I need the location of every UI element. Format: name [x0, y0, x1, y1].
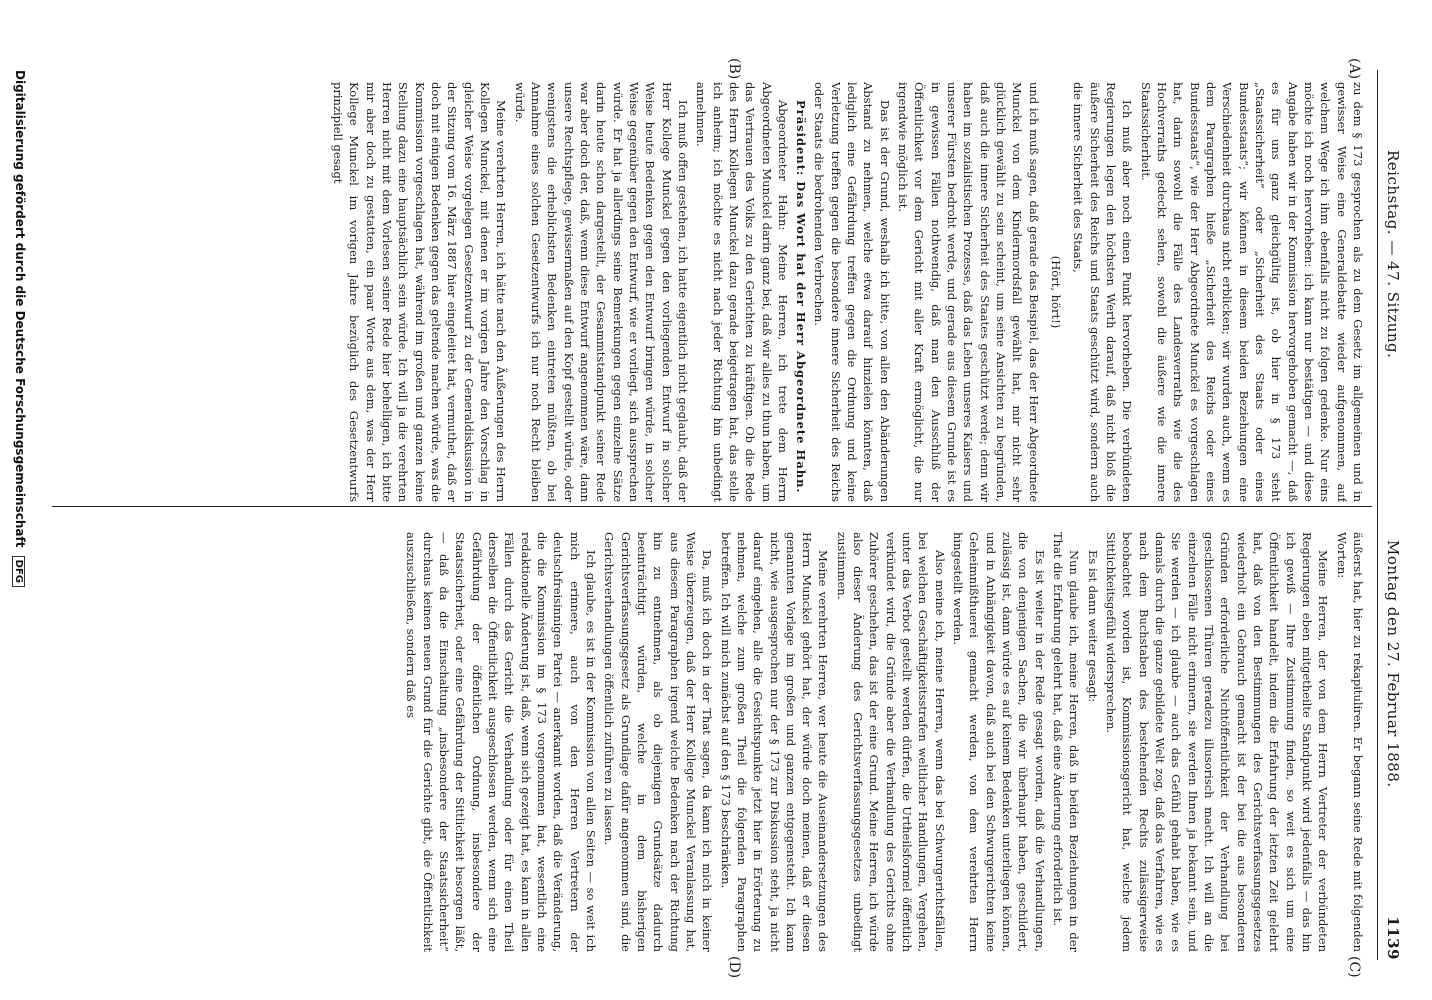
paragraph: äußerst hat, hier zu rekapituliren. Er begann seine Rede mit folgenden Worten:: [1334, 532, 1365, 952]
paragraph: Das ist der Grund, weshalb ich bitte, von allen den Abänderungen Abstand zu nehmen, welche etwa darauf hinzielen könnten, daß lediglich eine Gefährdung treffen gegen die Ordnung und keine Verletzung treffen gegen die besondere innere Sicherheit des Reichs oder Staats die bedrohenden Verbrechen.: [812, 82, 892, 502]
session-date: Montag den 27. Februar 1888.: [1384, 540, 1402, 788]
paragraph: Ich glaube, es ist in der Kommission von allen Seiten — so weit ich mich erinnere, auch von den Herren Vertretern der deutschfreisinnigen Partei — anerkannt worden, daß die Veränderung, die die Kommission im § 173 vorgenommen hat, wesentlich eine redaktionelle Änderung ist, daß, wenn sich gezeigt hat, es kann in allen Fällen durch das Gericht die Verhandlung oder für einen Theil derselben die Öffentlichkeit ausgeschlossen werden, wenn sich eine Gefährdung der öffentlichen Ordnung, insbesondere der Staatssicherheit, oder eine Gefährdung der Sittlichkeit besorgen läßt, — daß da die Einschaltung „insbesondere der Staatssicherheit“ durchaus keinen neuen Grund für die Gerichte gibt, die Öffentlichkeit auszuschließen, sondern daß es: [404, 532, 598, 952]
page-number: 1139: [1384, 916, 1402, 960]
credit-text: Digitalisierung gefördert durch die Deutsche Forschungsgemeinschaft: [13, 70, 27, 548]
text-column-1: [56, 82, 1366, 502]
paragraph: zu dem § 173 gesprochen als zu dem Gesetz im allgemeinen und in gewisser Weise eine Generaldebatte wieder aufgenommen, auf welchem Wege ich ihm ebenfalls nicht zu folgen gedenke. Nur eins möchte ich noch hervorheben: ich kann nur bestätigen — und diese Angabe haben wir in der Kommission hervorgehoben gemacht —, daß es für uns ganz gleichgültig ist, ob hier in § 173 steht „Staatssicherheit“ oder „Sicherheit des Staats oder eines Bundesstaats“; wir können in diesem beiden Beziehungen eine Verschiedenheit durchaus nicht erblicken; wir wurden auch, wenn es dem Paragraphen hieße „Sicherheit des Reichs oder eines Bundesstaats“, wie der Herr Abgeordnete Munckel es vorgeschlagen hat, darin sowohl die Fälle des Landesverraths wie die des Hochverraths gedeckt sehen, sowohl die äußere wie die innere Staatssicherheit.: [1138, 82, 1365, 502]
text-column-2: [56, 532, 1366, 952]
paragraph: Abgeordneter Hahn: Meine Herren, ich trete dem Herrn Abgeordneten Munckel darin ganz bei, daß wir alles zu thun haben, um das Vertrauen des Volks zu den Gerichten zu kräftigen. Ob die Rede des Herrn Kollegen Munckel dazu gerade beigetragen hat, das stelle ich anheim; ich möchte es nicht nach jeder Richtung hin unbedingt annehmen.: [694, 82, 790, 502]
quoted-paragraph: Nun glaube ich, meine Herren, daß in beiden Beziehungen in der That die Erfahrung gelehrt hat, daß eine Änderung erforderlich ist.: [1051, 532, 1082, 952]
quoted-paragraph: Meine Herren, der von dem Herrn Vertreter der verbündeten Regierungen eben mitgetheilte Standpunkt wird jedenfalls — das hin ich gewiß — Ihre Zustimmung finden, so weit es sich um eine Öffentlichkeit handelt, indem die Erfahrung der letzten Zeit gelehrt hat, daß von den Bestimmungen des Gerichtsverfassungsgesetzes wiederholt ein Gebrauch gemacht ist der bei die aus besonderen Gründen erforderliche Nichtöffentlichkeit der Verhandlung bei geschlossenen Thüren geradezu illusorisch macht. Ich will an die einzelnen Fälle nicht erinnern, sie werden Ihnen ja bekannt sein, und Sie werden — ich glaube — auch das Gefühl gehabt haben, wie es damals durch die ganze gebildete Welt zog, daß das Verfahren, wie es nach dem Buchstaben des bestehenden Rechts zulässigerweise beobachtet worden ist, Kommissionsgericht hat, welche jedem Sittlichkeitsgefühl widersprechen.: [1104, 532, 1331, 952]
margin-letter-c: (C): [1346, 956, 1362, 978]
header-rule: [1377, 70, 1378, 960]
paragraph: Meine verehrten Herren, wer heute die Auseinandersetzungen des Herrn Munckel gehört hat, der würde doch meinen, daß er diesen genannten Vorlage im großen und ganzen entgegensteht. Ich kann nicht, wie ausgesprochen nur der § 173 zur Diskussion steht, ja nicht darauf eingehen, alle die Gesichtspunkte jetzt hier in Erörterung zu nehmen, welche zum großen Theil die folgenden Paragraphen betreffen. Ich will mich zunächst auf den § 173 beschränken.: [718, 532, 831, 952]
margin-letter-a: (A): [1346, 58, 1362, 80]
page-header: [1378, 70, 1404, 960]
paragraph: Es ist weiter in der Rede gesagt worden, daß die Verhandlungen, die von denjenigen Sachen, die wir überhaupt haben, geschildert, zulässig ist, dann würde es auf keinem Bedenken unterliegen können, und in Anhängigkeit davon, daß auch bei den Schwurgerichten keine Geheimnißthuerei gemacht werden, von dem verehrten Herrn hingestellt werden.: [951, 532, 1047, 952]
paragraph: Ich muß offen gestehen, ich hatte eigentlich nicht geglaubt, daß der Herr Kollege Munckel gegen den vorliegenden Entwurf in solcher Weise heute Bedenken gegen den Entwurf bringen würde, in solcher Weise gegenüber gegen den Entwurf, wie er vorliegt, sich aussprechen würde. Er hat ja allerdings seine Bemerkungen gegen einzelne Sätze darin heute schon dargestellt, der Gesammtstandpunkt seiner Rede war aber doch der, daß, wenn diese Entwurf angenommen wäre, dann unsere Rechtspflege, gewissermaßen auf den Kopf gestellt würde, oder wenigstens die erheblichsten Bedenken eintreten müßten, ob bei Annahme eines solchen Gesetzentwurfs ich nur noch Recht bleiben würde.: [512, 82, 690, 502]
dfg-logo: DFG: [12, 556, 25, 587]
quoted-paragraph: Also meine ich, meine Herren, wenn das bei Schwurgerichtsfällen, bei welchen Geschäftigkeitsstrafen weltlicher Handlungen, Vergehen, unter das Verbot gestellt werden dürfen, die Urtheilsformel öffentlich verkündet wird, die Gründe aber die Verhandlung des Gerichts ohne Zuhörer geschehen, das ist der eine Grund. Meine Herren, ich würde also dieser Änderung des Gerichtsverfassungsgesetzes unbedingt zustimmen.: [834, 532, 947, 952]
paragraph: Ich muß aber noch einen Punkt hervorheben. Die verbündeten Regierungen legen den höchsten Werth darauf, daß nicht bloß die äußere Sicherheit des Reichs und Staats geschützt wird, sondern auch die innere Sicherheit des Staats,: [1071, 82, 1135, 502]
digitization-credit: [12, 70, 27, 587]
president-statement: Präsident: Das Wort hat der Herr Abgeordnete Hahn.: [794, 100, 809, 494]
paragraph: Meine verehrten Herren, ich hätte nach den Äußerungen des Herrn Kollegen Munckel, mit denen er im vorigen Jahre den Vorschlag in gleicher Weise vorgelegen Gesetzentwurf zu der Generaldiskussion in der Sitzung vom 16. März 1887 hier eingeleitet hat, vermuthet, daß er doch mit einigen Bedenken gegen das geltende machen würde, was die Kommission vorgeschlagen hat, während im großen und ganzen keine Stellung dazu eine hauptsächlich sein würde. Ich will ja die verehrten Herren nicht mit dem Vorlesen seiner Rede hier behelligen, ich bitte mir aber doch zu gestatten, ein paar Worte aus dem, was der Herr Kollege Munckel im vorigen Jahre bezüglich des Gesetzentwurfs prinzipiell gesagt: [330, 82, 509, 502]
paragraph: Da, muß ich doch in der That sagen, da kann ich mich in keiner Weise überzeugen, daß der Herr Kollege Munckel Veranlassung hat, aus diesem Paragraphen irgend welche Bedenken nach der Richtung hin zu entnehmen, als ob diejenigen Grundsätze dadurch beeinträchtigt würden, welche in dem bisherigen Gerichtsverfassungsgesetz als Grundlage dafür angenommen sind, die Gerichtsverhandlungen öffentlich zuführen zu lassen.: [602, 532, 715, 952]
running-title: Reichstag. — 47. Sitzung.: [1384, 150, 1402, 359]
column-divider: [52, 506, 1372, 507]
margin-letter-b: (B): [726, 58, 742, 80]
margin-letter-d: (D): [726, 956, 742, 979]
interjection: (Hört, hört!): [1049, 255, 1064, 329]
paragraph: Es ist dann weiter gesagt:: [1085, 550, 1100, 703]
paragraph: und ich muß sagen, daß gerade das Beispiel, das der Herr Abgeordnete Munckel von dem Kindermordsfall gewählt hat, mir nicht sehr glücklich gewählt zu sein scheint, um seine Ansichten zu begründen, daß auch die innere Sicherheit des Staates geschützt werde; denn wir haben im sozialistischen Prozesse, daß das Leben unseres Kaisers und unserer Fürsten bedroht werde, und gerade aus diesem Grunde ist es in gewissen Fällen nothwendig, daß man den Ausschluß der Öffentlichkeit vor dem Gericht mit aller Kraft ermöglicht, die nur irgendwie möglich ist.: [896, 82, 1041, 502]
